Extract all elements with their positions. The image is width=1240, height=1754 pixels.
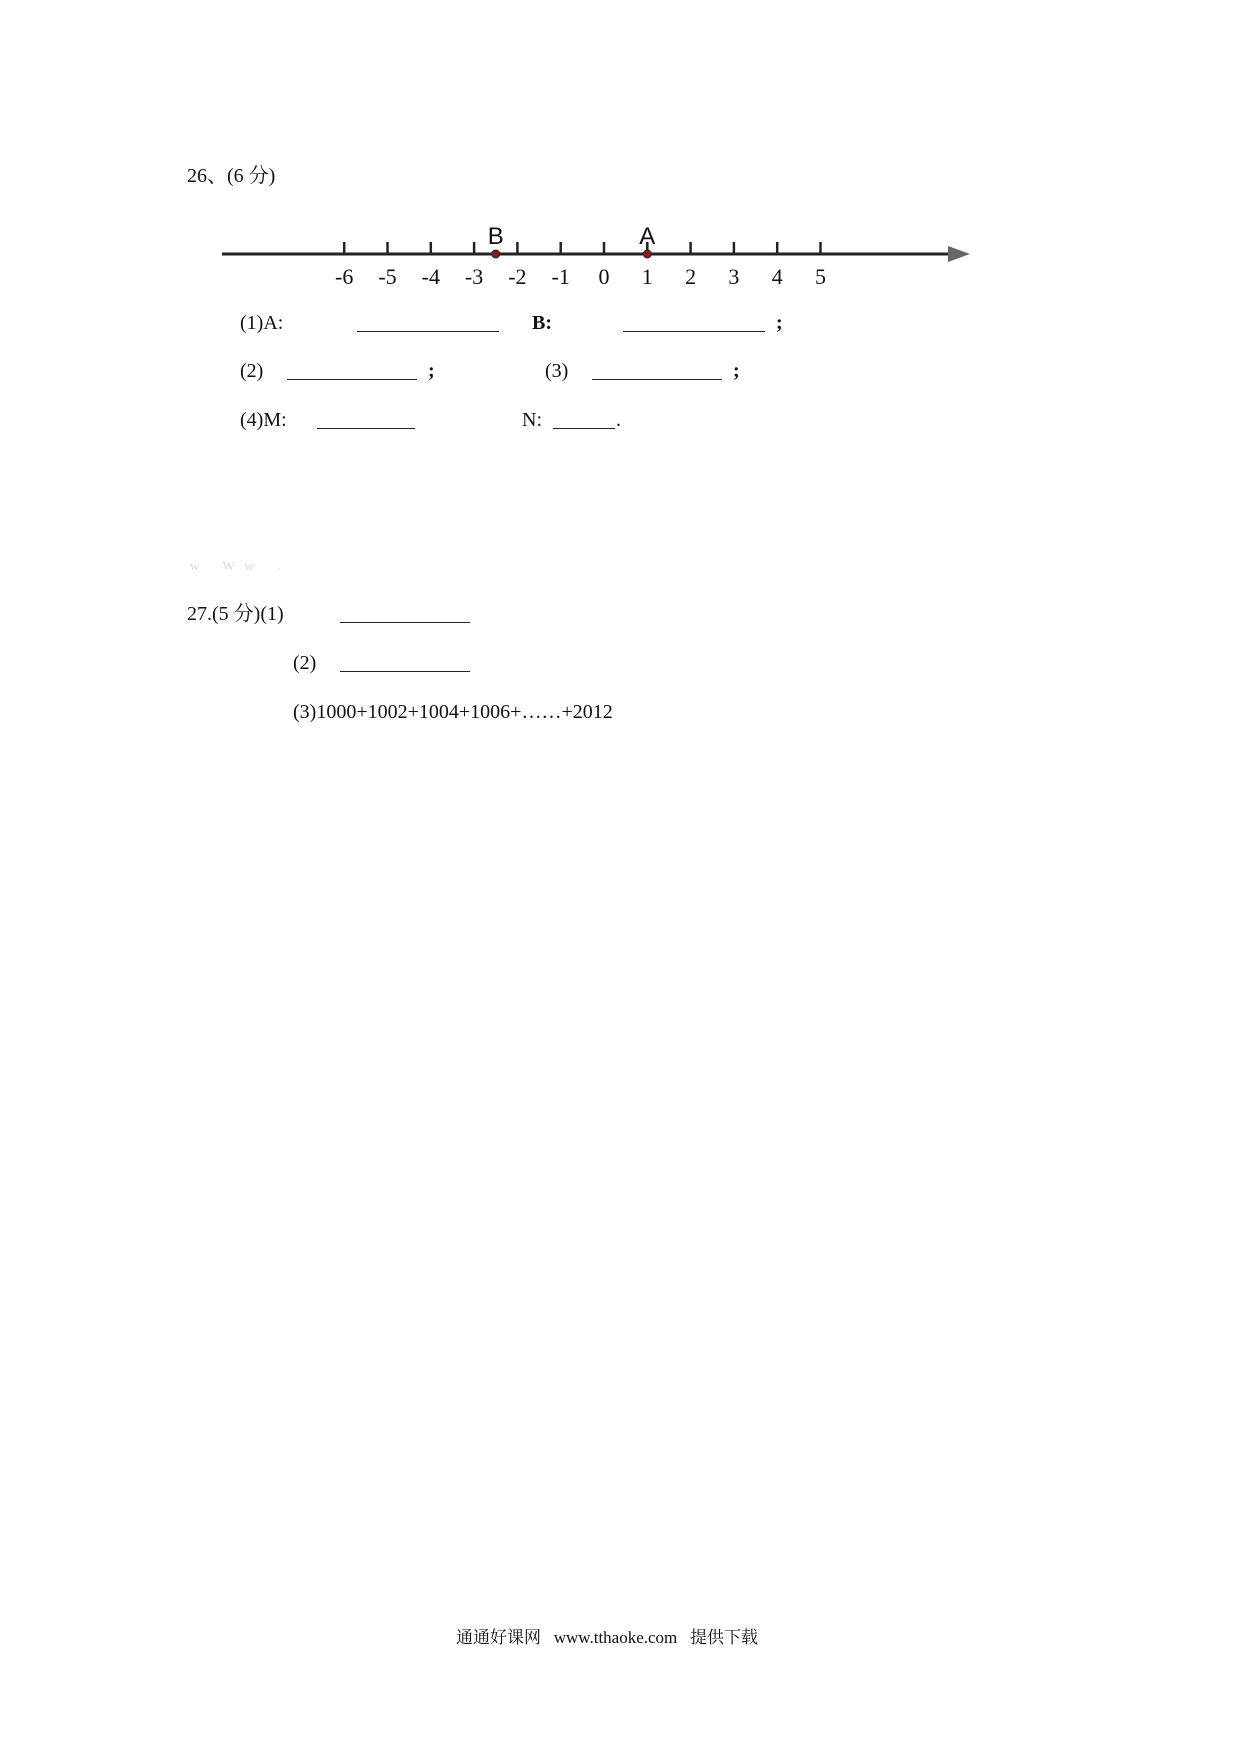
q26-answer-a[interactable] [357,311,499,332]
q27-answer-1[interactable] [340,602,470,623]
tick-label: 2 [685,264,697,289]
tick-label: 5 [815,264,826,289]
q26-answer-3[interactable] [592,359,722,380]
q26-part1-label: (1)A: [240,312,284,334]
q26-part1-end: ; [776,312,783,334]
q26-answer-2[interactable] [287,359,417,380]
q26-part4-label: (4)M: [240,409,287,431]
footer-site-name: 通通好课网 [456,1628,541,1647]
q26-part3-end: ; [733,360,740,382]
q26-part1-b-label: B: [532,312,552,334]
q27-part2-label: (2) [293,652,317,674]
q26-part2-end: ; [428,360,435,382]
q26-answer-n[interactable] [553,408,615,429]
point-a [643,250,651,258]
tick-label: 1 [641,264,653,289]
tick-label: -5 [378,264,397,289]
tick-label: 3 [728,264,740,289]
tick-label: 4 [771,264,783,289]
q26-part4-n-label: N: [522,409,542,431]
q26-answer-m[interactable] [317,408,415,429]
tick-label: -3 [464,264,484,289]
q27-part3-label: (3)1000+1002+1004+1006+……+2012 [293,701,613,723]
number-line-arrow [948,246,970,262]
q27-answer-2[interactable] [340,651,470,672]
faint-watermark-text: w Ww . [190,558,291,573]
q26-part3-label: (3) [545,360,569,382]
tick-label: 0 [598,264,610,289]
tick-label: -1 [551,264,570,289]
q26-part2-label: (2) [240,360,264,382]
q26-answer-b[interactable] [623,311,765,332]
footer-suffix: 提供下载 [690,1628,759,1647]
q26-part4-end: . [616,409,621,431]
point-label-b: B [487,223,504,250]
q26-heading: 26、(6 分) [187,165,276,187]
point-label-a: A [639,223,656,250]
tick-label: -4 [421,264,440,289]
number-line [0,200,1240,300]
tick-label: -2 [508,264,527,289]
footer-url[interactable]: www.tthaoke.com [553,1628,678,1647]
q27-heading: 27.(5 分)(1) [187,603,284,625]
footer [456,1623,758,1648]
tick-label: -6 [335,264,354,289]
point-b [492,250,500,258]
